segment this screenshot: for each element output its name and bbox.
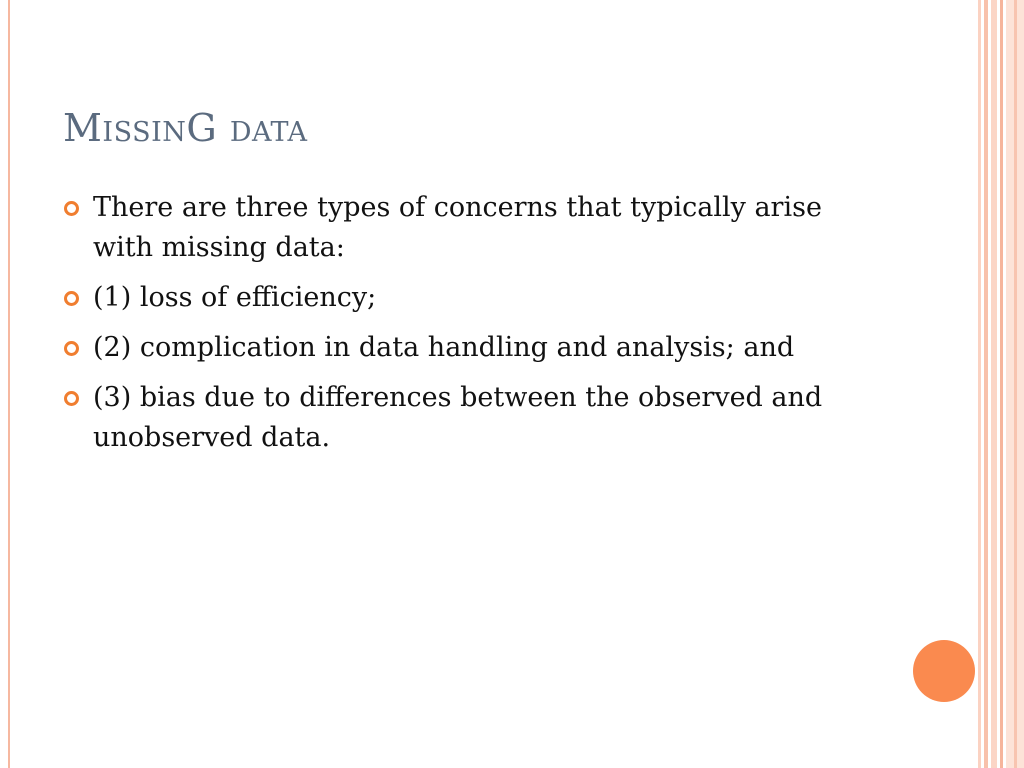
bullet-text: There are three types of concerns that typically arise with missing data: [93,192,822,263]
bullet-text: (1) loss of efficiency; [93,282,377,313]
bullet-item [64,188,864,268]
bullet-item [64,378,864,458]
bullet-text: (2) complication in data handling and analysis; and [93,332,795,363]
bullet-circle-icon [64,291,79,306]
right-border-band [991,0,997,768]
right-border-band [984,0,988,768]
left-border-line [8,0,10,768]
right-border-band [1014,0,1017,768]
slide-title: MissinG data [63,106,308,150]
bullet-text: (3) bias due to differences between the observed and unobserved data. [93,382,823,453]
bullet-list [64,188,864,468]
bullet-circle-icon [64,391,79,406]
right-border-band [1000,0,1003,768]
bullet-circle-icon [64,201,79,216]
right-border-band [978,0,981,768]
bullet-circle-icon [64,341,79,356]
bullet-item [64,328,864,368]
bullet-item [64,278,864,318]
decorative-circle-icon [913,640,975,702]
